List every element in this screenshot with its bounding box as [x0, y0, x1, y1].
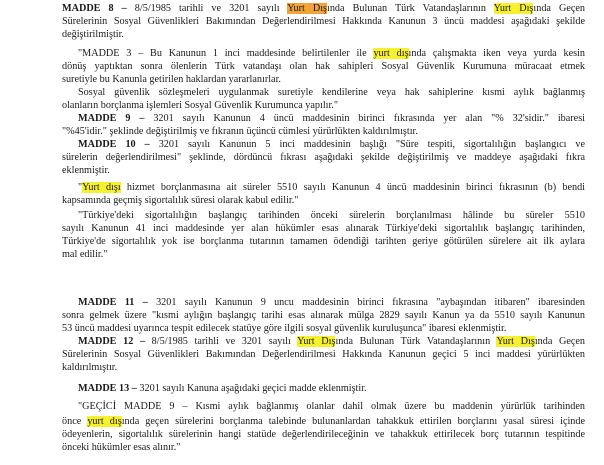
text-line — [62, 309, 585, 322]
text-line — [62, 222, 585, 235]
text-segment: 53 üncü maddesi uyarınca tespit edilecek statüye göre ilgili sosyal güvenlik kuruluşunca" ibaresi eklenmiştir. — [62, 323, 507, 334]
text-line — [62, 60, 585, 73]
text-segment: "GEÇİCİ MADDE 9 – Kısmi aylık bağlanmış olanlar dahil olmak üzere bu maddenin yürürlük tarihinden — [78, 401, 585, 412]
text-line — [62, 28, 585, 41]
text-segment: değiştirilmiştir. — [62, 29, 124, 40]
text-line — [62, 248, 585, 261]
article-heading: MADDE 9 – — [78, 113, 154, 124]
text-line — [62, 361, 585, 374]
text-line — [78, 138, 585, 151]
text-segment: ında Geçen — [534, 336, 585, 347]
search-highlight: Yurt Dış — [496, 336, 535, 347]
text-line — [78, 47, 585, 60]
text-segment: "%45'idir." şeklinde değiştirilmiş ve fıkranın üçüncü cümlesi yürürlükten kaldırılmıştır. — [62, 126, 418, 137]
text-line — [78, 335, 585, 348]
article-heading: MADDE 11 – — [78, 297, 157, 308]
text-line — [78, 86, 585, 99]
text-line — [78, 296, 585, 309]
search-highlight: yurt dış — [373, 48, 409, 59]
text-line — [78, 209, 585, 222]
text-line — [62, 441, 585, 454]
text-line — [62, 322, 585, 335]
text-segment: 8/5/1985 tarihli ve 3201 sayılı — [151, 336, 298, 347]
search-highlight: yurt dış — [87, 416, 122, 427]
search-highlight: Yurt dışı — [82, 182, 121, 193]
text-line — [62, 235, 585, 248]
search-highlight: Yurt Dış — [297, 336, 336, 347]
text-segment: önce — [62, 416, 88, 427]
text-line — [62, 164, 585, 177]
text-segment: Sosyal güvenlik sözleşmeleri uygulanmak suretiyle kendilerine veya hak sahiplerine kısmi aylık bağlanmış — [78, 87, 585, 98]
text-segment: önceki hükümler esas alınır." — [62, 442, 181, 453]
text-line — [62, 428, 585, 441]
text-segment: ında geçen sürelerini borçlanma talebinde bulunanlardan tahakkuk ettirilen borçlarını yasal süresi içinde — [121, 416, 585, 427]
text-segment: ında Bulunan Türk Vatandaşlarının — [327, 3, 494, 14]
text-segment: sonra gelmek üzere "kısmi aylığın başlangıç tarihi esas alınarak mülga 2829 sayılı Kanun ya da 5510 sayılı Kanunun — [62, 310, 585, 321]
text-line — [62, 15, 585, 28]
text-segment: ında Geçen — [533, 3, 585, 14]
text-line — [78, 181, 585, 194]
text-line — [78, 112, 585, 125]
text-segment: sayılı Kanunun 41 inci maddesinde yer alan hükümler esas alınarak Türkiye'deki sigortalılık başlangıç tarihinden, — [62, 223, 585, 234]
text-line — [62, 348, 585, 361]
search-highlight: Yurt Dış — [493, 3, 534, 14]
text-segment: ında Bulunan Türk Vatandaşlarının — [335, 336, 497, 347]
text-segment: "Türkiye'deki sigortalılığın başlangıç tarihinden önceki sürelerin borçlanılması hâlinde bu süreler 5510 — [78, 210, 585, 221]
text-segment: kaldırılmıştır. — [62, 362, 118, 373]
text-line — [62, 99, 585, 112]
text-line — [62, 2, 585, 15]
text-segment: 3201 sayılı Kanunun 9 uncu maddesinin birinci fıkrasına "aybaşından itibaren" ibaresinden — [156, 297, 585, 308]
text-segment: Sürelerinin Sosyal Güvenlikleri Bakımından Değerlendirilmesi Hakkında Kanunun 3 üncü maddesi aşağıdaki şekilde — [62, 16, 585, 27]
text-segment: sürelerin değerlendirilmesi" şeklinde, dördüncü fıkrası aşağıdaki şekilde değiştirilmiş ve maddeye aşağıdaki fıkra — [62, 152, 585, 163]
text-segment: olanların borçlanma işlemleri Sosyal Güvenlik Kurumunca yapılır." — [62, 100, 339, 111]
search-highlight: Yurt Dış — [287, 3, 327, 14]
text-segment: " — [78, 182, 83, 193]
text-segment: Türkiye'de sigortalılık yok ise borçlanma tutarının tamamen ödendiği tarihten geriye götürülen sürelere ait ilk aylara — [62, 236, 585, 247]
text-segment: dönüş yaptıktan sonra ölenlerin Türk vatandaşı olan hak sahipleri Sosyal Güvenlik Kurumuna müracaat etmek — [62, 61, 585, 72]
text-segment: hizmet borçlanmasına ait süreler 5510 sayılı Kanunun 4 üncü maddesinin birinci fıkrasının (b) bendi — [120, 182, 585, 193]
text-segment: 3201 sayılı Kanunun 4 üncü maddesinin birinci fıkrasında yer alan "% 32'sidir." ibaresi — [153, 113, 585, 124]
article-heading: MADDE 8 – — [62, 3, 135, 14]
text-segment: kapsamında geçmiş sigortalılık süresi olarak kabul edilir." — [62, 195, 299, 206]
text-segment: Sürelerinin Sosyal Güvenlikleri Bakımından Değerlendirilmesi Hakkında Kanunun geçici 5 inci maddesi yürürlükten — [62, 349, 585, 360]
text-segment: "MADDE 3 – Bu Kanunun 1 inci maddesinde belirtilenler ile — [78, 48, 374, 59]
text-segment: eklenmiştir. — [62, 165, 110, 176]
article-heading: MADDE 10 – — [78, 139, 159, 150]
text-segment: 3201 sayılı Kanunun 5 inci maddesinin başlığı "Süre tespiti, sigortalılığın başlangıcı ve — [158, 139, 585, 150]
text-segment: ödeyenlerin, sigortalılık sürelerinin hangi statüde değerlendirileceğinin ve tahakkuk ettirilecek borç tutarının tespitinde — [62, 429, 585, 440]
text-segment: 3201 sayılı Kanuna aşağıdaki geçici madde eklenmiştir. — [139, 383, 367, 394]
article-heading: MADDE 12 – — [78, 336, 152, 347]
text-line — [78, 382, 585, 395]
text-line — [62, 73, 585, 86]
text-line — [62, 415, 585, 428]
text-line — [62, 125, 585, 138]
text-segment: ında çalışmakta iken veya yurda kesin — [408, 48, 585, 59]
text-segment: 8/5/1985 tarihli ve 3201 sayılı — [134, 3, 288, 14]
text-line — [62, 151, 585, 164]
text-line — [62, 194, 585, 207]
text-segment: suretiyle bu Kanunla getirilen haklardan yararlanırlar. — [62, 74, 281, 85]
article-heading: MADDE 13 – — [78, 383, 140, 394]
text-segment: mal edilir." — [62, 249, 108, 260]
text-line — [78, 400, 585, 413]
